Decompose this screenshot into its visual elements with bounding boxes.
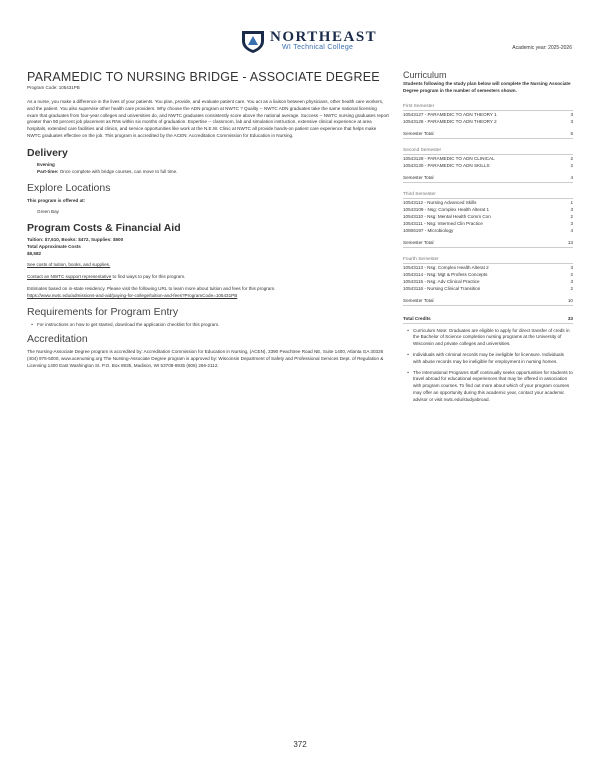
semester-total-row <box>403 298 573 306</box>
course-row <box>403 118 573 125</box>
course-row <box>403 155 573 162</box>
note-text: Curriculum Note: Graduates are eligible to apply for direct transfer of credit in the Bachelor of Science completion nursing programs at the University of Wisconsin and private colleges and universities. <box>413 327 570 347</box>
program-code: Program Code: 105431PB <box>27 85 80 90</box>
semester-total-value: 4 <box>570 174 573 180</box>
course-title: 10543110 - Nsg: Mental Health Comm Con <box>403 213 491 219</box>
semester-name: Fourth Semester <box>403 257 573 264</box>
locations-heading: Explore Locations <box>27 182 111 195</box>
tuition-url-link[interactable]: https://www.nwtc.edu/admissions-and-aid/paying-for-college/tuition-and-fees?ProgramCode=105431PB <box>27 292 238 298</box>
course-title: 10543114 - Nsg: Mgt & Profess Concepts <box>403 271 488 277</box>
course-credits: 3 <box>570 220 573 226</box>
location-item: Green Bay <box>37 209 59 215</box>
bullet-icon: • <box>407 327 409 333</box>
semester-list <box>403 104 573 306</box>
course-title: 10543109 - Nsg: Complex Health Alterat 1 <box>403 206 490 212</box>
see-costs-link[interactable]: See costs of tuition, books, and supplies. <box>27 262 111 268</box>
course-row <box>403 220 573 227</box>
delivery-evening: Evening <box>37 161 55 167</box>
course-title: 10543112 - Nursing Advanced Skills <box>403 199 477 205</box>
course-credits: 3 <box>570 264 573 270</box>
logo-subtitle: WI Technical College <box>282 44 354 51</box>
course-row <box>403 162 573 169</box>
course-credits: 3 <box>570 206 573 212</box>
delivery-parttime <box>27 169 389 176</box>
curriculum-note <box>403 352 573 366</box>
total-cost-value: $8,582 <box>27 250 42 256</box>
bullet-icon: • <box>407 369 409 375</box>
course-row <box>403 285 573 292</box>
course-credits: 2 <box>570 271 573 277</box>
semester-name: Second Semester <box>403 148 573 155</box>
semester-total-label: Semester Total <box>403 239 434 245</box>
course-title: 10806197 - Microbiology <box>403 227 454 233</box>
academic-year: Academic year: 2025-2026 <box>512 45 572 51</box>
parttime-text: Once complete with bridge courses, can move to full time. <box>59 168 178 174</box>
accreditation-heading: Accreditation <box>27 333 88 346</box>
course-credits: 1 <box>570 199 573 205</box>
course-row <box>403 227 573 234</box>
semester-total-value: 6 <box>570 130 573 136</box>
contact-support-link[interactable]: Contact an NWTC support representative <box>27 274 112 280</box>
curriculum-column <box>403 70 573 404</box>
contact-line <box>27 274 389 281</box>
curriculum-notes <box>403 328 573 404</box>
total-credits-value: 33 <box>567 315 573 321</box>
note-text: The International Programs staff continually seeks opportunities for students to travel abroad for educational experiences that may be offered in association with program courses. To find out more about which of your program courses may offer an opportunity during this academic year, contact your academic advisor or visit nwtc.edu/studyabroad. <box>413 369 573 402</box>
total-cost-label: Total Approximate Costs <box>27 243 81 249</box>
course-credits: 2 <box>570 213 573 219</box>
course-credits: 2 <box>570 162 573 168</box>
curriculum-intro: Students following the study plan below will complete the Nursing Associate Degree program in the number of semesters shown. <box>403 81 571 93</box>
semester-total-row <box>403 240 573 248</box>
course-title: 10543129 - PARAMEDIC TO ADN CLINICAL <box>403 155 495 161</box>
course-credits: 3 <box>570 118 573 124</box>
course-title: 10543116 - Nursing Clinical Transition <box>403 285 481 291</box>
semester-total-label: Semester Total <box>403 174 434 180</box>
parttime-label: Part-time: <box>37 168 59 174</box>
requirement-text: For instructions on how to get started, download the application checklist for this program. <box>37 321 220 327</box>
accreditation-text: The Nursing-Associate Degree program is accredited by: Accreditation Commission for Education in Nursing, (ACEN), 3390 Peachtree Road NE, Suite 1400, Atlanta GA 30326 (404) 975-5000, www.acenursing.org The Nursing-Associate Degree program is approved by: Wisconsin Department of Safety and Professional Services Dept. of Regulation & Licensing 1400 East Washington St. P.O. Box 8935, Madison, WI 53708-8935 (608) 266-2112. <box>27 349 384 368</box>
shield-logo-icon <box>240 28 266 54</box>
total-credits-label: Total Credits <box>403 315 431 321</box>
requirement-item <box>27 322 389 329</box>
curriculum-note <box>403 370 573 404</box>
course-row <box>403 264 573 271</box>
program-title: PARAMEDIC TO NURSING BRIDGE - ASSOCIATE DEGREE <box>27 70 380 84</box>
course-title: 10543113 - Nsg: Complex Health Alterat 2 <box>403 264 489 270</box>
college-logo <box>240 28 380 54</box>
course-row <box>403 199 573 206</box>
main-column <box>27 70 389 370</box>
course-credits: 3 <box>570 278 573 284</box>
semester-name: First Semester <box>403 104 573 111</box>
curriculum-heading: Curriculum <box>403 70 447 80</box>
course-title: 10543115 - Nsg: Adv Clinical Practice <box>403 278 480 284</box>
semester-total-row <box>403 175 573 183</box>
total-credits-row <box>403 316 573 324</box>
logo-wordmark: NORTHEAST <box>270 29 378 45</box>
semester-total-label: Semester Total <box>403 297 434 303</box>
course-row <box>403 278 573 285</box>
costs-heading: Program Costs & Financial Aid <box>27 221 181 234</box>
course-title: 10543130 - PARAMEDIC TO ADN SKILLS <box>403 162 490 168</box>
note-text: Individuals with criminal records may be ineligible for licensure. Individuals with abuse records may be ineligible for employment in nursing homes. <box>413 351 564 364</box>
semester-total-value: 13 <box>567 239 573 245</box>
course-title: 10543111 - Nsg: Intermed Clin Practice <box>403 220 483 226</box>
course-row <box>403 206 573 213</box>
course-credits: 3 <box>570 111 573 117</box>
course-credits: 4 <box>570 227 573 233</box>
semester-total-value: 10 <box>567 297 573 303</box>
delivery-heading: Delivery <box>27 146 68 159</box>
cost-breakdown: Tuition: $7,610, Books: $472, Supplies: $500 <box>27 236 124 242</box>
course-row <box>403 111 573 118</box>
semester-total-row <box>403 131 573 139</box>
course-row <box>403 213 573 220</box>
page-number: 372 <box>293 740 307 749</box>
course-row <box>403 271 573 278</box>
course-credits: 2 <box>570 155 573 161</box>
requirements-heading: Requirements for Program Entry <box>27 305 179 318</box>
offered-at-label: This program is offered at: <box>27 198 86 204</box>
contact-rest: to find ways to pay for this program. <box>111 274 186 280</box>
bullet-icon: • <box>31 321 33 327</box>
course-title: 10543127 - PARAMEDIC TO ADN THEORY 1 <box>403 111 497 117</box>
program-description: As a nurse, you make a difference in the lives of your patients. You plan, provide, and evaluate patient care. You act as a liaison between physicians, other health care workers, and the patient. You also supervise other health care providers. Why choose the ADN program at NWTC ? Quality -- NWTC ADN graduates take the same national licensing exam that graduates from four-year colleges and universities do, and NWTC graduates consistently score above the national average. Success -- NWTC nursing graduates report greater than 90 percent job placement as RNs within six months of graduation. Expertise -- classroom, lab and simulation instruction, extensive clinical experience at area hospitals, extended care facilities and clinics, and service opportunities like work at the N.E.W. Clinic at NWTC all provide hands-on patient care experience that helps make NWTC graduates effective on the job. This program is accredited by the ACEN: Accreditation Commission for Education in Nursing. <box>27 99 389 138</box>
semester-name: Third Semester <box>403 192 573 199</box>
bullet-icon: • <box>407 351 409 357</box>
course-credits: 2 <box>570 285 573 291</box>
estimates-text: Estimates based on in-state residency. Please visit the following URL to learn more about tuition and fees for this program. <box>27 285 276 291</box>
curriculum-note <box>403 328 573 348</box>
semester-total-label: Semester Total <box>403 130 434 136</box>
course-title: 10543128 - PARAMEDIC TO ADN THEORY 2 <box>403 118 497 124</box>
